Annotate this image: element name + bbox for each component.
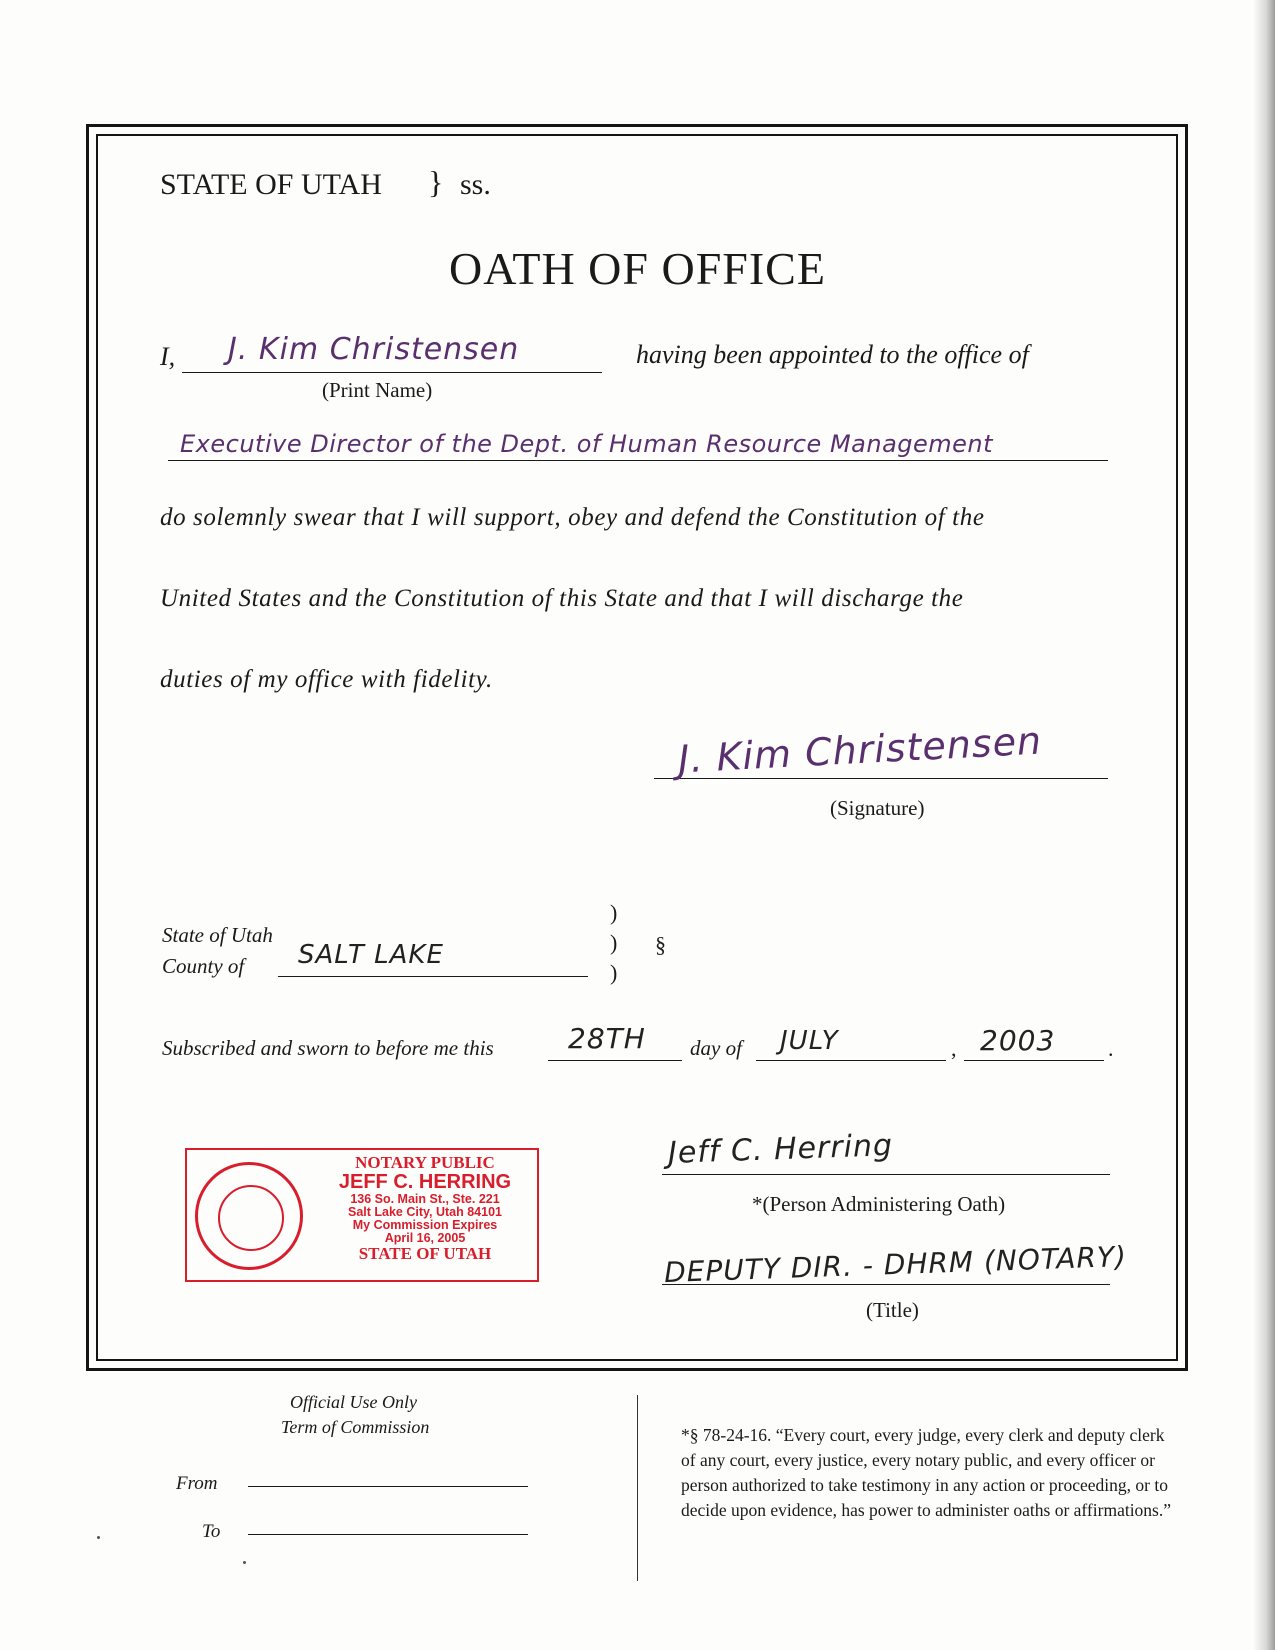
year-value: 2003 — [980, 1024, 1056, 1057]
signature-caption: (Signature) — [830, 796, 925, 820]
stamp-line: NOTARY PUBLIC — [355, 1153, 495, 1172]
stamp-line: JEFF C. HERRING — [338, 1170, 512, 1193]
from-line — [248, 1486, 528, 1487]
stamp-line: April 16, 2005 — [384, 1231, 466, 1246]
state-seal-icon — [195, 1162, 303, 1270]
venue-paren: ) — [610, 960, 618, 985]
official-use-heading: Official Use Only — [290, 1392, 417, 1412]
day-line — [548, 1060, 682, 1061]
ack-state-label: State of Utah — [162, 923, 273, 947]
seal-eagle-icon — [218, 1185, 284, 1251]
section-symbol: § — [655, 932, 666, 957]
scan-speck — [97, 1536, 100, 1539]
print-name-caption: (Print Name) — [322, 378, 433, 402]
date-period: . — [1108, 1036, 1114, 1061]
administrator-signature: Jeff C. Herring — [667, 1128, 894, 1171]
appointed-text: having been appointed to the office of — [636, 340, 1029, 369]
state-header: STATE OF UTAH — [160, 168, 382, 201]
to-line — [248, 1534, 528, 1535]
venue-paren: ) — [610, 900, 618, 925]
day-of-text: day of — [690, 1036, 742, 1060]
signature-value: J. Kim Christensen — [677, 718, 1044, 782]
month-line — [756, 1060, 946, 1061]
day-value: 28TH — [568, 1022, 646, 1055]
to-label: To — [202, 1521, 221, 1542]
administrator-line — [662, 1174, 1110, 1175]
from-label: From — [176, 1473, 218, 1494]
subscribed-text: Subscribed and sworn to before me this — [162, 1036, 494, 1060]
office-value: Executive Director of the Dept. of Human Resource Management — [180, 430, 994, 458]
stamp-line: My Commission Expires — [352, 1218, 498, 1233]
oath-body-line: United States and the Constitution of this State and that I will discharge the — [160, 585, 964, 612]
date-comma: , — [951, 1036, 957, 1061]
oath-body-line: do solemnly swear that I will support, obey and defend the Constitution of the — [160, 504, 985, 531]
scan-speck — [243, 1561, 246, 1564]
term-of-commission: Term of Commission — [281, 1417, 430, 1437]
stamp-line: 136 So. Main St., Ste. 221 — [350, 1191, 500, 1206]
print-name-line — [182, 372, 602, 373]
ack-county-label: County of — [162, 954, 245, 978]
header-brace: } — [428, 164, 444, 200]
notary-stamp — [185, 1148, 539, 1282]
header-ss: ss. — [460, 168, 491, 201]
title-caption: (Title) — [866, 1298, 919, 1322]
oath-pronoun: I, — [160, 342, 176, 371]
administrator-caption: *(Person Administering Oath) — [752, 1192, 1006, 1216]
county-line — [278, 976, 588, 977]
statute-footnote: *§ 78-24-16. “Every court, every judge, every clerk and deputy clerk of any court, every justice, every notary public, and every officer or person authorized to take testimony in any action or proceeding, or to decide upon evidence, has power to administer oaths or affirmations.” — [681, 1425, 1172, 1520]
administrator-title-value: DEPUTY DIR. - DHRM (NOTARY) — [663, 1239, 1128, 1290]
stamp-text — [315, 1154, 535, 1263]
year-line — [964, 1060, 1104, 1061]
print-name-value: J. Kim Christensen — [228, 332, 520, 367]
county-value: SALT LAKE — [298, 940, 444, 970]
stamp-line: STATE OF UTAH — [358, 1244, 492, 1264]
month-value: JULY — [780, 1026, 839, 1056]
oath-body-line: duties of my office with fidelity. — [160, 666, 493, 693]
venue-paren: ) — [610, 930, 618, 955]
stamp-line: Salt Lake City, Utah 84101 — [347, 1204, 502, 1219]
document-title: OATH OF OFFICE — [449, 243, 826, 294]
footer-divider — [637, 1395, 638, 1581]
office-line — [168, 460, 1108, 461]
